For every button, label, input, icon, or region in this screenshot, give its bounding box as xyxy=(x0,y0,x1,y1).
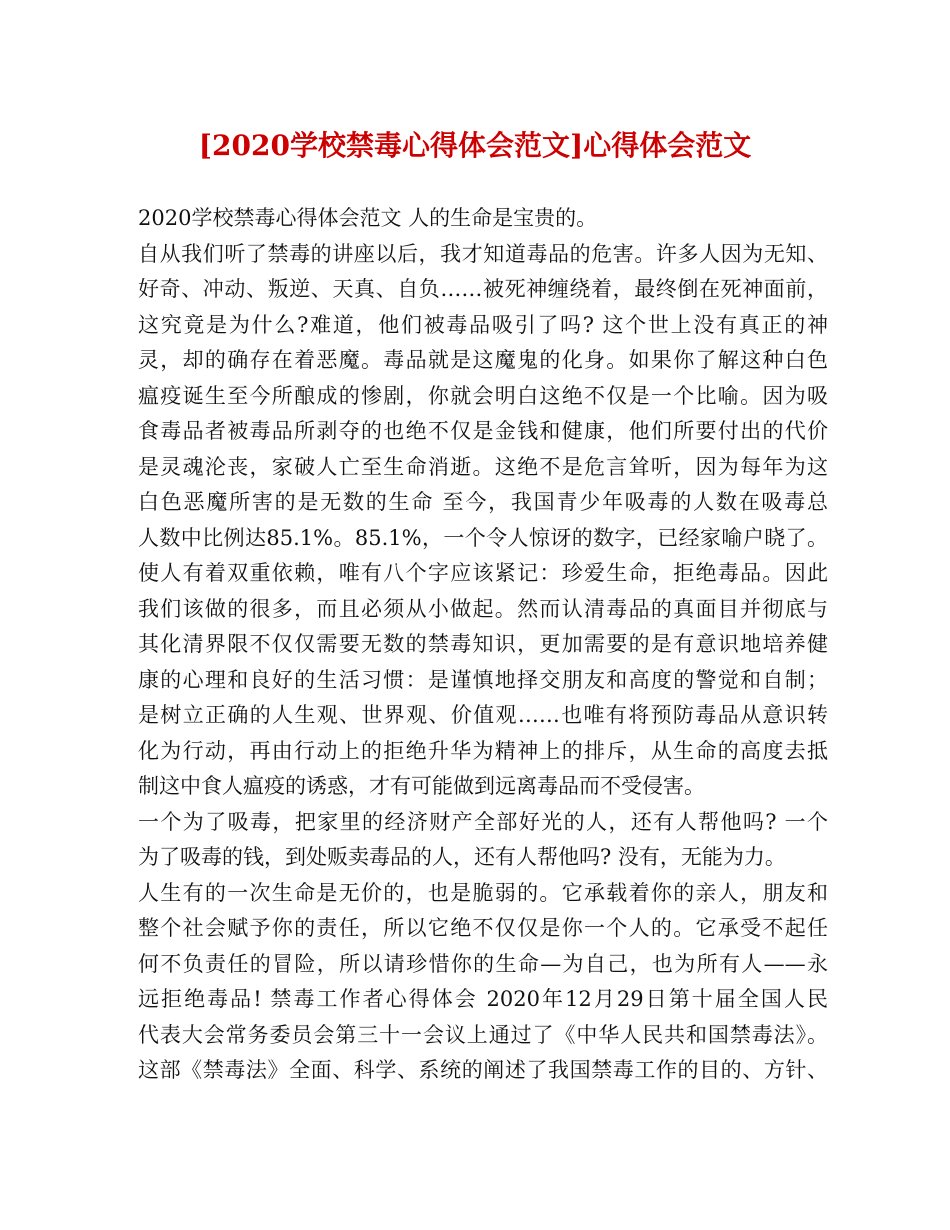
document-title: [2020学校禁毒心得体会范文]心得体会范文 xyxy=(198,129,752,162)
body-line: 为了吸毒的钱，到处贩卖毒品的人，还有人帮他吗? 没有，无能为力。 xyxy=(138,845,786,869)
body-line: 人生有的一次生命是无价的，也是脆弱的。它承载着你的亲人，朋友和 xyxy=(138,880,828,905)
body-line: 使人有着双重依赖，唯有八个字应该紧记：珍爱生命，拒绝毒品。因此 xyxy=(138,561,828,585)
body-line: 化为行动，再由行动上的拒绝升华为精神上的排斥，从生命的高度去抵 xyxy=(138,738,828,763)
body-line: 2020学校禁毒心得体会范文 人的生命是宝贵的。 xyxy=(138,206,598,230)
body-line: 其化清界限不仅仅需要无数的禁毒知识，更加需要的是有意识地培养健 xyxy=(138,632,828,656)
body-line: 这究竟是为什么?难道，他们被毒品吸引了吗? 这个世上没有真正的神 xyxy=(138,312,828,337)
document-body xyxy=(138,201,828,1089)
body-line: 灵，却的确存在着恶魔。毒品就是这魔鬼的化身。如果你了解这种白色 xyxy=(138,348,828,372)
body-line: 好奇、冲动、叛逆、天真、自负……被死神缠绕着，最终倒在死神面前， xyxy=(138,277,828,301)
body-line: 是灵魂沦丧，家破人亡至生命消逝。这绝不是危言耸听，因为每年为这 xyxy=(138,454,828,479)
body-line: 制这中食人瘟疫的诱惑，才有可能做到远离毒品而不受侵害。 xyxy=(138,774,705,798)
body-line: 代表大会常务委员会第三十一会议上通过了《中华人民共和国禁毒法》。 xyxy=(138,1022,828,1047)
body-line: 远拒绝毒品! 禁毒工作者心得体会 2020年12月29日第十届全国人民 xyxy=(138,987,828,1011)
body-line: 食毒品者被毒品所剥夺的也绝不仅是金钱和健康，他们所要付出的代价 xyxy=(138,419,828,443)
body-line: 我们该做的很多，而且必须从小做起。然而认清毒品的真面目并彻底与 xyxy=(138,596,828,621)
body-line: 白色恶魔所害的是无数的生命 至今，我国青少年吸毒的人数在吸毒总 xyxy=(138,490,828,514)
body-line: 瘟疫诞生至今所酿成的惨剧，你就会明白这绝不仅是一个比喻。因为吸 xyxy=(138,383,828,408)
body-line: 何不负责任的冒险，所以请珍惜你的生命—为自己，也为所有人——永 xyxy=(138,951,828,976)
body-line: 一个为了吸毒，把家里的经济财产全部好光的人，还有人帮他吗? 一个 xyxy=(138,809,828,834)
body-line: 是树立正确的人生观、世界观、价值观……也唯有将预防毒品从意识转 xyxy=(138,703,828,727)
body-line: 人数中比例达85.1%。85.1%，一个令人惊讶的数字，已经家喻户晓了。 xyxy=(138,525,828,550)
body-line: 这部《禁毒法》全面、科学、系统的阐述了我国禁毒工作的目的、方针、 xyxy=(138,1058,828,1082)
body-line: 康的心理和良好的生活习惯：是谨慎地择交朋友和高度的警觉和自制； xyxy=(138,667,828,692)
body-line: 整个社会赋予你的责任，所以它绝不仅仅是你一个人的。它承受不起任 xyxy=(138,916,828,940)
body-line: 自从我们听了禁毒的讲座以后，我才知道毒品的危害。许多人因为无知、 xyxy=(138,241,828,266)
